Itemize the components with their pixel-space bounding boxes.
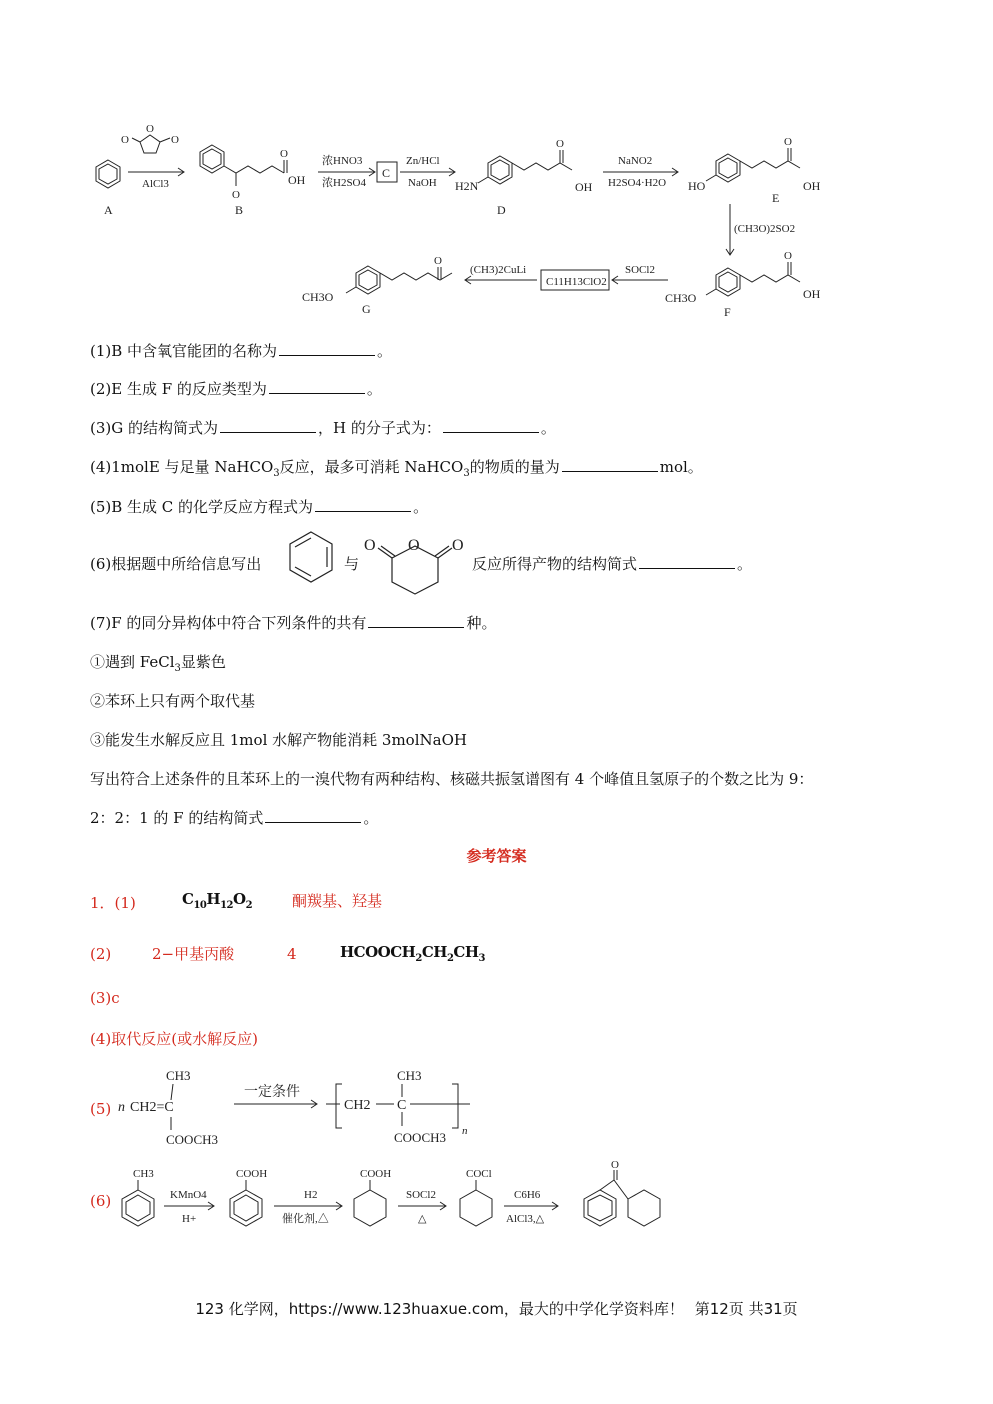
question-2-end: 。 xyxy=(366,380,382,398)
footer-site: 123 化学网，https://www.123huaxue.com，最大的中学化学资料库！ xyxy=(195,1300,684,1318)
reagent-socl2: SOCl2 xyxy=(625,264,655,276)
question-3-text-a: (3)G 的结构简式为 xyxy=(90,419,218,437)
reagent-hno3: 浓HNO3 xyxy=(322,155,363,167)
answer-blank[interactable] xyxy=(279,343,375,356)
subscript: 3 xyxy=(174,663,181,674)
glutaric-anhydride-structure xyxy=(360,526,470,598)
benzoic-cooh: COOH xyxy=(236,1168,268,1180)
subscript: 3 xyxy=(463,468,470,479)
anhydride-o-right: O xyxy=(171,134,179,146)
answer-2-formula: $HCOOCH_2CH_2CH_3$ xyxy=(340,943,486,964)
reagent-c6h6: C6H6 xyxy=(514,1189,541,1201)
ho-e: HO xyxy=(688,179,706,193)
acid-o-d: O xyxy=(556,138,564,150)
question-3-end: 。 xyxy=(540,419,556,437)
box-h-formula: C11H13ClO2 xyxy=(546,276,607,288)
question-1 xyxy=(90,340,392,361)
acid-o-f: O xyxy=(784,250,792,262)
condition-4-text: 2：2：1 的 F 的结构简式 xyxy=(90,809,264,827)
synthesis-scheme-svg xyxy=(80,120,860,330)
condition-4-line-1: 写出符合上述条件的且苯环上的一溴代物有两种结构、核磁共振氢谱图有 4 个峰值且氢原子的个数之比为 9： xyxy=(90,770,814,788)
answer-blank[interactable] xyxy=(220,420,316,433)
answer-1-formula: $C_{10}H_{12}O_2$ xyxy=(182,890,253,911)
question-6-text-a: (6)根据题中所给信息写出 xyxy=(90,555,262,573)
benzene-structure xyxy=(286,528,336,588)
condition-1 xyxy=(90,651,226,674)
h2n-d: H2N xyxy=(455,179,479,193)
question-3-text-b: ，H 的分子式为： xyxy=(318,419,441,437)
question-5 xyxy=(90,496,428,517)
footer-page-number: 第12页 共31页 xyxy=(694,1300,798,1318)
question-7-text: (7)F 的同分异构体中符合下列条件的共有 xyxy=(90,614,367,632)
reaction-condition: 一定条件 xyxy=(244,1085,300,1100)
oh-d: OH xyxy=(575,180,593,194)
answer-4: (4)取代反应(或水解反应) xyxy=(90,1030,258,1048)
reagent-nano2: NaNO2 xyxy=(618,155,653,167)
question-4-text-c: 的物质的量为 xyxy=(469,458,560,476)
condition-1-text: ①遇到 FeCl xyxy=(90,653,175,671)
label-a: A xyxy=(104,203,113,217)
page-footer xyxy=(0,1298,993,1319)
question-5-text: (5)B 生成 C 的化学反应方程式为 xyxy=(90,498,314,516)
anhydride-o-left: O xyxy=(364,537,376,554)
reagent-alcl3-heat: AlCl3,△ xyxy=(506,1213,545,1225)
answer-1-text: 酮羰基、羟基 xyxy=(292,892,383,910)
acyl-chloride-cocl: COCl xyxy=(466,1168,492,1180)
question-1-text: (1)B 中含氧官能团的名称为 xyxy=(90,342,278,360)
monomer-ch3: CH3 xyxy=(166,1068,191,1083)
answer-2-number: (2) xyxy=(90,945,112,963)
polymerization-equation xyxy=(114,1062,484,1152)
condition-2: ②苯环上只有两个取代基 xyxy=(90,692,256,710)
condition-3: ③能发生水解反应且 1mol 水解产物能消耗 3molNaOH xyxy=(90,731,467,749)
question-2-text: (2)E 生成 F 的反应类型为 xyxy=(90,380,267,398)
anhydride-o-top: O xyxy=(146,123,154,135)
question-1-end: 。 xyxy=(377,342,393,360)
label-f: F xyxy=(724,305,731,319)
reagent-heat: △ xyxy=(418,1213,427,1225)
anhydride-o-ring: O xyxy=(408,537,420,554)
oh-e: OH xyxy=(803,179,821,193)
answer-2-count: 4 xyxy=(287,945,297,963)
question-5-end: 。 xyxy=(413,498,429,516)
question-2 xyxy=(90,378,382,399)
monomer-formula: CH2=C xyxy=(130,1100,174,1115)
reagent-kmno4: KMnO4 xyxy=(170,1189,207,1201)
question-7 xyxy=(90,612,496,633)
ketone-o: O xyxy=(232,189,240,201)
subscript: 3 xyxy=(273,468,280,479)
oh-b: OH xyxy=(288,173,306,187)
anhydride-o-left: O xyxy=(121,134,129,146)
reagent-cuprate: (CH3)2CuLi xyxy=(470,264,527,276)
question-3 xyxy=(90,417,556,438)
synthesis-scheme xyxy=(80,120,860,330)
oh-f: OH xyxy=(803,287,821,301)
ch3o-f: CH3O xyxy=(665,291,697,305)
ch3o-g: CH3O xyxy=(302,290,334,304)
polymer-c: C xyxy=(397,1098,407,1113)
acid-o-b: O xyxy=(280,148,288,160)
answer-blank[interactable] xyxy=(315,499,411,512)
answer-blank[interactable] xyxy=(265,810,361,823)
reagent-zn-hcl: Zn/HCl xyxy=(406,155,440,167)
answer-3: (3)c xyxy=(90,989,120,1007)
reagent-naoh: NaOH xyxy=(408,177,437,189)
reagent-h2so4-h2o: H2SO4·H2O xyxy=(608,177,667,189)
reagent-h2: H2 xyxy=(304,1189,318,1201)
synthesis-route-answer xyxy=(114,1160,674,1240)
reagent-socl2: SOCl2 xyxy=(406,1189,436,1201)
question-4-text-b: 反应，最多可消耗 NaHCO xyxy=(279,458,464,476)
condition-4-line-2 xyxy=(90,807,378,828)
reagent-dms: (CH3O)2SO2 xyxy=(734,223,796,235)
reagent-h2so4: 浓H2SO4 xyxy=(322,177,367,189)
question-6-end: 。 xyxy=(737,555,753,573)
polymer-n: n xyxy=(462,1125,468,1137)
monomer-n: n xyxy=(118,1100,125,1115)
answer-title: 参考答案 xyxy=(466,847,527,865)
answer-blank[interactable] xyxy=(443,420,539,433)
answer-blank[interactable] xyxy=(562,459,658,472)
reagent-h-plus: H+ xyxy=(182,1213,197,1225)
answer-1-number: 1．(1) xyxy=(90,894,136,912)
answer-2-text: 2−甲基丙酸 xyxy=(152,945,235,963)
answer-blank[interactable] xyxy=(639,556,735,569)
question-4-text-a: (4)1molE 与足量 NaHCO xyxy=(90,458,274,476)
polymer-cooch3: COOCH3 xyxy=(394,1130,447,1145)
question-4 xyxy=(90,456,703,479)
answer-blank[interactable] xyxy=(368,615,464,628)
ketone-o: O xyxy=(611,1160,619,1171)
label-g: G xyxy=(362,302,371,316)
monomer-cooch3: COOCH3 xyxy=(166,1132,219,1147)
answer-6-number: (6) xyxy=(90,1192,112,1210)
label-b: B xyxy=(235,203,244,217)
label-e: E xyxy=(772,191,780,205)
answer-5-number: (5) xyxy=(90,1100,112,1118)
reagent-catalyst: 催化剂,△ xyxy=(282,1213,329,1225)
question-7-end: 种。 xyxy=(466,614,497,632)
toluene-ch3: CH3 xyxy=(133,1168,154,1180)
question-6-rest xyxy=(472,553,752,574)
polymer-ch2: CH2 xyxy=(344,1098,371,1113)
question-6-text-c: 反应所得产物的结构简式 xyxy=(472,555,638,573)
reagent-alcl3: AlCl3 xyxy=(142,178,169,190)
condition-1-end: 显紫色 xyxy=(180,653,226,671)
condition-4-end: 。 xyxy=(363,809,379,827)
question-4-unit: mol。 xyxy=(659,458,703,476)
ketone-o-g: O xyxy=(434,255,442,267)
box-c-label: C xyxy=(382,166,391,180)
acid-o-e: O xyxy=(784,136,792,148)
polymer-ch3: CH3 xyxy=(397,1068,422,1083)
cyclohexane-cooh: COOH xyxy=(360,1168,392,1180)
question-6-text-b: 与 xyxy=(344,555,360,573)
answer-blank[interactable] xyxy=(269,381,365,394)
anhydride-o-right: O xyxy=(452,537,464,554)
label-d: D xyxy=(497,203,506,217)
